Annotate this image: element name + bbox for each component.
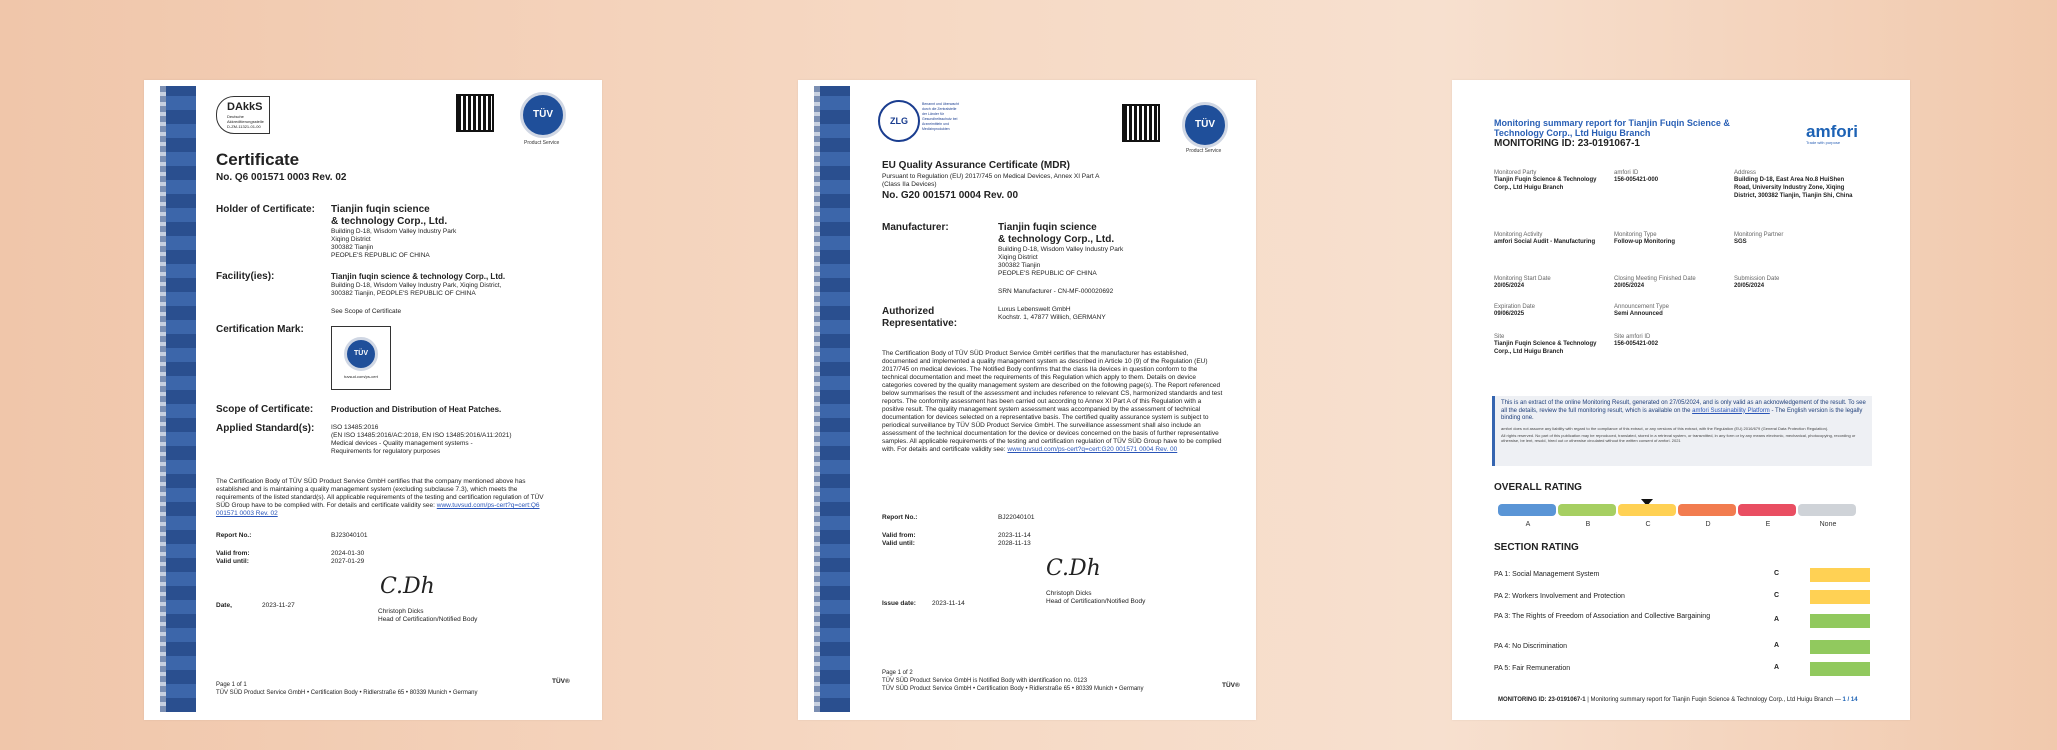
signature: C.Dh [380,574,435,599]
field-monitoring-partner [1734,232,1844,246]
qr-code-icon [456,94,494,132]
field-label: Monitored Party [1494,170,1537,176]
field-value: Semi Announced [1614,311,1663,317]
amfori-tagline: Trade with purpose [1806,140,1841,145]
field-label: Submission Date [1734,276,1780,282]
field-monitored-party [1494,170,1614,192]
zlg-mark: ZLG [878,100,920,142]
report-footer [1498,696,1878,704]
certification-body-text [216,478,556,518]
valid-from-label: Valid from: [216,550,250,557]
report-title: Monitoring summary report for Tianjin Fuqin Science & Technology Corp., Ltd Huigu Branch [1494,118,1730,138]
signer-name: Christoph Dicks [1046,590,1092,597]
rating-segment-b [1558,504,1616,516]
date-value: 2023-11-27 [262,602,295,609]
manufacturer-name-2: & technology Corp., Ltd. [998,234,1115,245]
section-label: PA 1: Social Management System [1494,571,1600,578]
standard-3: Medical devices - Quality management systems - [331,440,473,447]
holder-label: Holder of Certificate: [216,204,315,215]
dakks-mark: DAkkS [227,101,263,113]
footer-title: Monitoring summary report for Tianjin Fuqin Science & Technology Corp., Ltd Huigu Branch [1590,697,1834,703]
field-submission-date [1734,276,1844,290]
certificate-mdr [798,80,1256,720]
overall-rating-heading: OVERALL RATING [1494,482,1582,493]
standards-label: Applied Standard(s): [216,423,315,434]
certificate-number: No. G20 001571 0004 Rev. 00 [882,190,1019,201]
field-value: 156-005421-002 [1614,341,1659,347]
section-grade: A [1774,616,1780,623]
field-value: 20/05/2024 [1734,283,1765,289]
rating-letter: D [1705,521,1711,528]
report-label: Report No.: [882,514,918,521]
standard-4: Requirements for regulatory purposes [331,448,441,455]
srn-number: SRN Manufacturer - CN-MF-000020692 [998,288,1114,295]
field-label: Expiration Date [1494,304,1536,310]
zlg-logo [878,100,960,140]
section-row [1494,664,1870,682]
holder-address-3: 300382 Tianjin [331,244,374,251]
rating-letter: B [1585,521,1591,528]
footer-text: TÜV SÜD Product Service GmbH • Certification Body • Ridlerstraße 65 • 80339 Munich • Germany [882,686,1144,692]
rating-segment-d [1678,504,1736,516]
qr-code-icon [1122,104,1160,142]
certificate-title: EU Quality Assurance Certificate (MDR) [882,160,1071,171]
field-value: 20/05/2024 [1614,283,1645,289]
field-monitoring-type [1614,232,1724,246]
scope-label: Scope of Certificate: [216,404,314,415]
rating-letter: A [1525,521,1531,528]
body-text: The Certification Body of TÜV SÜD Product Service GmbH certifies that the company mentioned above has established and is maintaining a quality management system (excluding subclause 7.3), which meets the requirements of the listed standard(s). All applicable requirements of the testing and certification regulation of TÜV SÜD Group have to be complied with. For details and certificate validity see: [216,478,544,509]
holder-address-1: Building D-18, Wisdom Valley Industry Park [331,228,457,235]
field-start-date [1494,276,1604,290]
tuv-mark-icon: TÜV [344,337,378,371]
mark-url: tuvsud.com/ps-cert [344,374,378,379]
stripe-text: ZERTIFIKAT ◆ CERTIFICATE ◆ СЕРТИФИКАТ ◆ CERTIFICADO ◆ CERTIFICAT [858,109,872,683]
page-number: Page 1 of 2 [882,670,913,676]
section-grade-swatch [1810,590,1870,604]
field-label: Address [1734,170,1757,176]
tuv-footer-logo: TÜV® [1222,682,1240,689]
field-label: amfori ID [1614,170,1639,176]
holder-address-4: PEOPLE'S REPUBLIC OF CHINA [331,252,430,259]
manufacturer-address-2: Xiqing District [998,254,1038,261]
field-site-amfori-id [1614,334,1724,348]
field-value: Building D-18, East Area No.8 HuiShen Road, University Industry Zone, Xiqing District, 300382 Tianjin, Tianjin Shi, China [1734,177,1853,199]
section-label: PA 2: Workers Involvement and Protection [1494,593,1625,600]
valid-until-value: 2028-11-13 [998,540,1031,547]
field-label: Monitoring Partner [1734,232,1784,238]
field-value: amfori Social Audit - Manufacturing [1494,239,1596,245]
disclaimer-main [1501,400,1866,423]
holder-address-2: Xiqing District [331,236,371,243]
standard-1: ISO 13485:2016 [331,424,379,431]
certificate-title: Certificate [216,150,300,169]
pursuant-text: Pursuant to Regulation (EU) 2017/745 on Medical Devices, Annex XI Part A [882,173,1100,180]
certificate-number: No. Q6 001571 0003 Rev. 02 [216,172,347,183]
dakks-subtext: Deutsche Akkreditierungsstelle D-ZM-11321-01-00 [227,114,264,129]
field-expiration-date [1494,304,1604,318]
facility-name: Tianjin fuqin science & technology Corp., Ltd. [331,272,506,281]
overall-rating-letters [1498,521,1858,528]
representative-name: Luxus Lebenswelt GmbH [998,306,1071,313]
amfori-logo [1806,122,1858,145]
manufacturer-name-1: Tianjin fuqin science [998,222,1097,233]
section-grade: A [1774,642,1780,649]
section-grade: C [1774,570,1780,577]
footer-notified-body: TÜV SÜD Product Service GmbH is Notified Body with identification no. 0123 [882,678,1088,684]
manufacturer-address-1: Building D-18, Wisdom Valley Industry Park [998,246,1124,253]
valid-from-label: Valid from: [882,532,916,539]
field-closing-meeting-date [1614,276,1732,290]
holder-name-1: Tianjin fuqin science [331,204,430,215]
rating-segment-a [1498,504,1556,516]
footer-dash: — [1834,697,1841,703]
disclaimer-box [1492,396,1872,466]
disclaimer-gdpr: amfori does not assume any liability with regard to the compliance of this extract, or any versions of this extract, with the Regulation (EU) 2016/679 (General Data Protection Regulation). [1501,425,1829,431]
disclaimer-rights: All rights reserved. No part of this publication may be reproduced, translated, stored in a retrieval system, or transmitted, in any form or by any means electronic, mechanical, photocopying, recording or otherwise, be lent, resold, hired out or otherwise circulated without the written consent of amfori. 2021 [1501,432,1856,443]
representative-address: Kochstr. 1, 47877 Willich, GERMANY [998,314,1106,321]
section-grade-swatch [1810,568,1870,582]
representative-label-2: Representative: [882,318,958,329]
rating-letter: E [1765,521,1771,528]
section-row [1494,570,1870,588]
product-service-label: Product Service [1186,148,1222,154]
section-label: PA 5: Fair Remuneration [1494,665,1571,672]
manufacturer-address-3: 300382 Tianjin [998,262,1041,269]
field-value: Tianjin Fuqin Science & Technology Corp., Ltd Huigu Branch [1494,177,1597,191]
facility-address-2: 300382 Tianjin, PEOPLE'S REPUBLIC OF CHINA [331,290,476,297]
signer-name: Christoph Dicks [378,608,424,615]
valid-until-value: 2027-01-29 [331,558,365,565]
rating-segment-e [1738,504,1796,516]
section-row [1494,642,1870,660]
cert-mark-label: Certification Mark: [216,324,304,335]
representative-label-1: Authorized [882,306,935,317]
validity-link[interactable]: www.tuvsud.com/ps-cert?q=cert:Q6 001571 0003 Rev. 02 [216,502,540,517]
date-label: Date, [216,602,232,609]
field-value: 20/05/2024 [1494,283,1525,289]
sustainability-platform-link[interactable]: amfori Sustainability Platform [1692,407,1770,414]
footer-page-number: 1 / 14 [1842,697,1858,703]
standard-2: (EN ISO 13485:2016/AC:2018, EN ISO 13485:2016/A11:2021) [331,432,512,439]
page-number: Page 1 of 1 [216,682,247,688]
valid-until-label: Valid until: [216,558,249,565]
field-label: Closing Meeting Finished Date [1614,276,1696,282]
dakks-logo [216,96,270,134]
section-rating-heading: SECTION RATING [1494,542,1579,553]
section-grade-swatch [1810,640,1870,654]
disclaimer-legal-note: - The English version is the legally binding one. [1501,407,1863,421]
body-text: The Certification Body of TÜV SÜD Product Service GmbH certifies that the manufacturer has established, documented and implemented a quality management system as described in Article 10 (9) of the Regulation (EU) 2017/745 on medical devices. The Notified Body confirms that the class IIa devices in question conform to the technical documentation and meet the requirements of this Regulation which apply to them. Details on device categories covered by the quality management system are described on the following page(s). The Report referenced below summarises the result of the assessment and includes reference to relevant CS, harmonized standards and test reports. The conformity assessment has been carried out according to Annex XI Part A of this Regulation with a positive result. The quality management system assessment was accompanied by the assessment of technical documentation for devices selected on a representative basis. The certified quality assurance system is subject to periodical surveillance by TÜV SÜD Product Service GmbH. The surveillance assessment shall also include an assessment of the technical documentation for the device or devices concerned on the basis of further representative samples. All applicable requirements of the testing and certification regulation of TÜV SÜD Group have to be complied with. For details and certificate validity see: [882,350,1223,453]
section-label: PA 3: The Rights of Freedom of Association and Collective Bargaining [1494,613,1711,620]
valid-until-label: Valid until: [882,540,915,547]
facility-label: Facility(ies): [216,271,275,282]
field-value: SGS [1734,239,1747,245]
class-text: (Class IIa Devices) [882,181,937,188]
report-value: BJ23040101 [331,532,368,539]
see-scope-note: See Scope of Certificate [331,308,402,315]
tuv-logo-icon: TÜV [1182,102,1228,148]
field-amfori-id [1614,170,1724,184]
certificate-stripe [820,86,850,712]
section-grade-swatch [1810,614,1870,628]
certification-body-text [882,350,1224,454]
section-label: PA 4: No Discrimination [1494,643,1568,650]
tuv-logo-icon: TÜV [520,92,566,138]
field-site [1494,334,1604,356]
overall-rating-bar [1498,504,1856,516]
footer-monitoring-id: MONITORING ID: 23-0191067-1 [1498,697,1586,703]
signer-title: Head of Certification/Notified Body [1046,598,1146,605]
issue-date-label: Issue date: [882,600,916,607]
valid-from-value: 2024-01-30 [331,550,365,557]
facility-address-1: Building D-18, Wisdom Valley Industry Park, Xiqing District, [331,282,502,289]
rating-segment-c [1618,504,1676,516]
signature: C.Dh [1046,556,1101,581]
certification-mark [331,326,391,390]
zlg-text: Benannt und überwacht durch die Zentralstelle der Länder für Gesundheitsschutz bei Arzneimitteln und Medizinprodukten [922,102,959,131]
field-label: Monitoring Activity [1494,232,1543,238]
rating-segment-none [1798,504,1856,516]
field-monitoring-activity [1494,232,1604,246]
monitoring-id: MONITORING ID: 23-0191067-1 [1494,138,1640,149]
certificate-stripe [166,86,196,712]
field-label: Announcement Type [1614,304,1669,310]
field-value: 156-005421-000 [1614,177,1659,183]
report-value: BJ22040101 [998,514,1035,521]
valid-from-value: 2023-11-14 [998,532,1031,539]
validity-link[interactable]: www.tuvsud.com/ps-cert?q=cert:G20 001571 0004 Rev. 00 [1007,446,1178,453]
amfori-wordmark: amfori [1806,122,1858,141]
tuv-footer-logo: TÜV® [552,678,570,685]
report-label: Report No.: [216,532,252,539]
section-row [1494,612,1870,630]
field-label: Site amfori ID [1614,334,1651,340]
holder-name-2: & technology Corp., Ltd. [331,216,448,227]
disclaimer-text: This is an extract of the online Monitoring Result, generated on 27/05/2024, and is only valid as an acknowledgement of the result. To see all the details, review the full monitoring result, which is available on the [1501,400,1866,414]
product-service-label: Product Service [524,140,560,146]
manufacturer-address-4: PEOPLE'S REPUBLIC OF CHINA [998,270,1097,277]
footer-separator: | [1587,697,1589,703]
field-label: Site [1494,334,1505,340]
field-announcement-type [1614,304,1724,318]
stripe-text: ZERTIFIKAT ◆ CERTIFICATE ◆ СЕРТИФИКАТ ◆ CERTIFICADO ◆ CERTIFICAT [204,109,218,683]
field-label: Monitoring Type [1614,232,1657,238]
field-address [1734,170,1854,200]
scope-value: Production and Distribution of Heat Patches. [331,405,502,414]
field-label: Monitoring Start Date [1494,276,1551,282]
footer-text: TÜV SÜD Product Service GmbH • Certification Body • Ridlerstraße 65 • 80339 Munich • Germany [216,690,478,696]
section-row [1494,592,1870,610]
field-value: 09/06/2025 [1494,311,1525,317]
field-value: Follow-up Monitoring [1614,239,1675,245]
section-grade: A [1774,664,1780,671]
field-value: Tianjin Fuqin Science & Technology Corp., Ltd Huigu Branch [1494,341,1597,355]
issue-date-value: 2023-11-14 [932,600,965,607]
signer-title: Head of Certification/Notified Body [378,616,478,623]
section-grade-swatch [1810,662,1870,676]
rating-letter: None [1819,521,1837,528]
rating-letter: C [1645,521,1651,528]
monitoring-summary-report [1452,80,1910,720]
certificate-iso13485 [144,80,602,720]
section-grade: C [1774,592,1780,599]
manufacturer-label: Manufacturer: [882,222,949,233]
